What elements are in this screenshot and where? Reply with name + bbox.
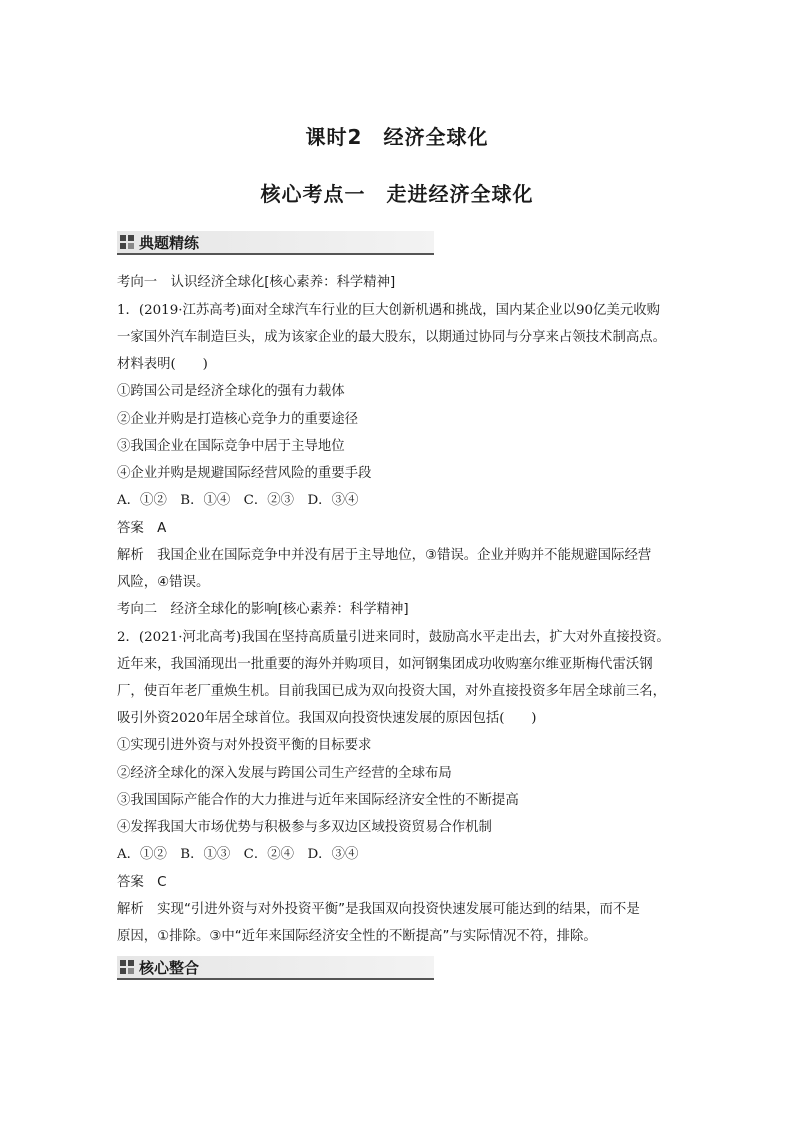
q1-option: ②企业并购是打造核心竞争力的重要途径 <box>117 412 359 427</box>
q2-option: ②经济全球化的深入发展与跨国公司生产经营的全球布局 <box>117 766 452 781</box>
q2-answer: 答案 C <box>117 875 167 890</box>
direction-1-heading: 考向一 认识经济全球化[核心素养：科学精神] <box>117 275 396 290</box>
practice-section-bar <box>117 231 434 255</box>
q2-stem-line: 吸引外资2020年居全球首位。我国双向投资快速发展的原因包括( ) <box>117 711 537 726</box>
q2-stem-line: 近年来，我国涌现出一批重要的海外并购项目，如河钢集团成功收购塞尔维亚斯梅代雷沃钢 <box>117 657 653 672</box>
q2-option: ④发挥我国大市场优势与积极参与多双边区域投资贸易合作机制 <box>117 820 492 835</box>
q1-choices: A．①② B．①④ C．②③ D．③④ <box>117 493 359 508</box>
q1-option: ①跨国公司是经济全球化的强有力载体 <box>117 384 345 399</box>
q2-analysis-line: 解析 实现“引进外资与对外投资平衡”是我国双向投资快速发展可能达到的结果，而不是 <box>117 902 640 917</box>
grid-icon <box>120 235 134 249</box>
q1-stem-line: 材料表明( ) <box>117 357 208 372</box>
q2-stem-line: 2．(2021·河北高考)我国在坚持高质量引进来同时，鼓励高水平走出去，扩大对外直接投资。 <box>117 630 670 645</box>
q1-stem-line: 一家国外汽车制造巨头，成为该家企业的最大股东，以期通过协同与分享来占领技术制高点。 <box>117 330 667 345</box>
q1-analysis-line: 解析 我国企业在国际竞争中并没有居于主导地位，③错误。企业并购并不能规避国际经营 <box>117 548 652 563</box>
grid-icon <box>120 960 134 974</box>
lesson-title: 课时2 经济全球化 <box>305 125 489 149</box>
q2-analysis-line: 原因，①排除。③中“近年来国际经济安全性的不断提高”与实际情况不符，排除。 <box>117 929 597 944</box>
q2-option: ③我国国际产能合作的大力推进与近年来国际经济安全性的不断提高 <box>117 793 519 808</box>
section-title: 核心考点一 走进经济全球化 <box>260 182 534 206</box>
q1-stem-line: 1．(2019·江苏高考)面对全球汽车行业的巨大创新机遇和挑战，国内某企业以90亿美元收购 <box>117 303 661 318</box>
q1-answer: 答案 A <box>117 521 167 536</box>
summary-section-bar <box>117 956 434 980</box>
summary-section-label: 核心整合 <box>139 958 200 977</box>
q1-option: ④企业并购是规避国际经营风险的重要手段 <box>117 466 372 481</box>
direction-2-heading: 考向二 经济全球化的影响[核心素养：科学精神] <box>117 602 409 617</box>
q1-analysis-line: 风险，④错误。 <box>117 575 210 590</box>
q2-choices: A．①② B．①③ C．②④ D．③④ <box>117 847 359 862</box>
practice-section-label: 典题精练 <box>139 233 200 252</box>
q2-stem-line: 厂，使百年老厂重焕生机。目前我国已成为双向投资大国，对外直接投资多年居全球前三名， <box>117 684 667 699</box>
q1-option: ③我国企业在国际竞争中居于主导地位 <box>117 439 345 454</box>
q2-option: ①实现引进外资与对外投资平衡的目标要求 <box>117 738 372 753</box>
